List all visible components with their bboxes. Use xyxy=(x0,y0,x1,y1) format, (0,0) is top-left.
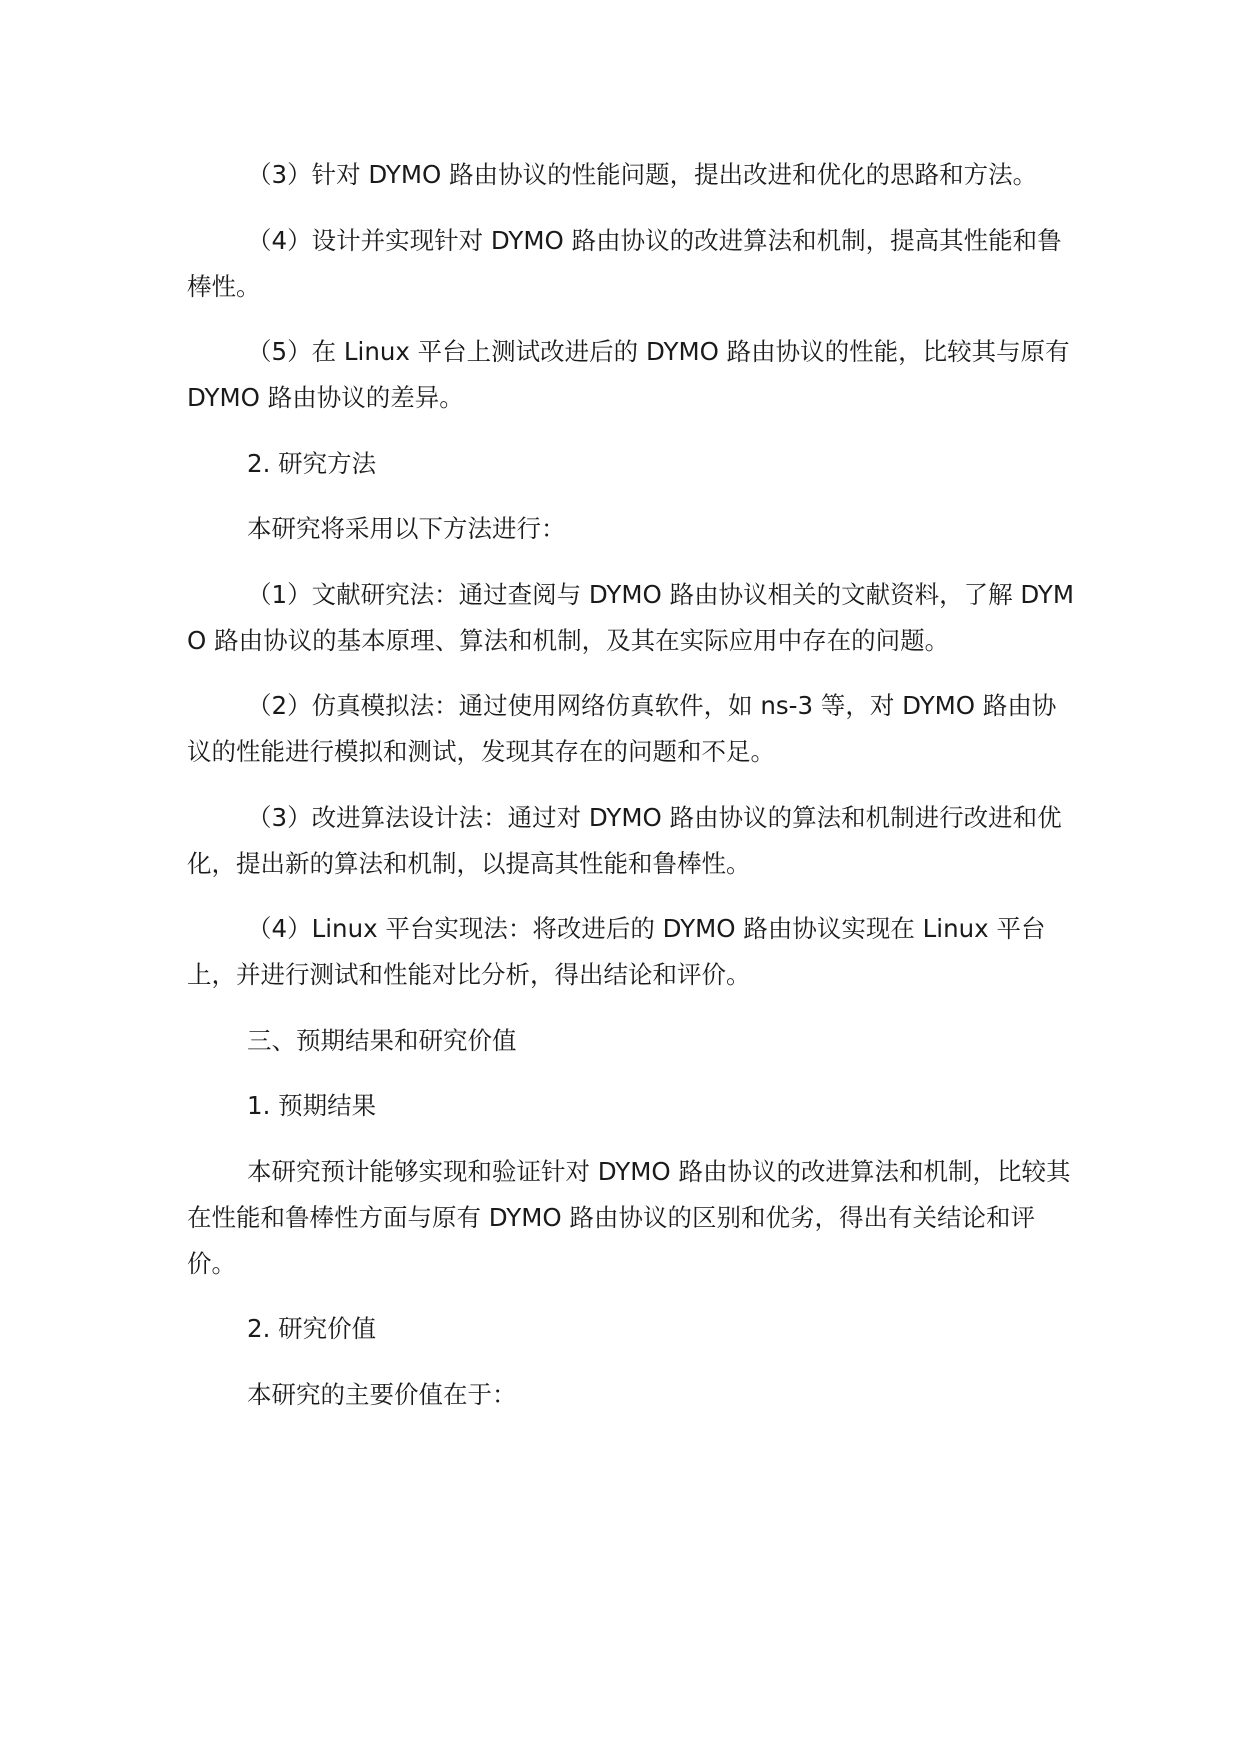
chapter-heading-expected-results: 三、预期结果和研究价值 xyxy=(247,1025,517,1055)
list-item-objective-4: （4）设计并实现针对 DYMO 路由协议的改进算法和机制，提高其性能和鲁棒性。 xyxy=(187,225,1062,301)
document-body xyxy=(187,152,1077,1437)
list-item-objective-5: （5）在 Linux 平台上测试改进后的 DYMO 路由协议的性能，比较其与原有 DYMO 路由协议的差异。 xyxy=(187,337,1070,412)
list-item-method-2: （2）仿真模拟法：通过使用网络仿真软件，如 ns-3 等，对 DYMO 路由协议的性能进行模拟和测试，发现其存在的问题和不足。 xyxy=(187,691,1057,766)
list-item-objective-3: （3）针对 DYMO 路由协议的性能问题，提出改进和优化的思路和方法。 xyxy=(247,160,1038,189)
section-heading-methods: 2. 研究方法 xyxy=(247,448,377,478)
list-item-method-3: （3）改进算法设计法：通过对 DYMO 路由协议的算法和机制进行改进和优化，提出新的算法和机制，以提高其性能和鲁棒性。 xyxy=(187,802,1062,878)
list-item-method-1: （1）文献研究法：通过查阅与 DYMO 路由协议相关的文献资料，了解 DYMO 路由协议的基本原理、算法和机制，及其在实际应用中存在的问题。 xyxy=(187,579,1074,655)
section-heading-expected-results: 1. 预期结果 xyxy=(247,1091,377,1120)
section-heading-research-value: 2. 研究价值 xyxy=(247,1314,377,1343)
methods-intro: 本研究将采用以下方法进行： xyxy=(247,514,566,543)
research-value-intro: 本研究的主要价值在于： xyxy=(247,1379,517,1409)
expected-results-text: 本研究预计能够实现和验证针对 DYMO 路由协议的改进算法和机制，比较其在性能和鲁棒性方面与原有 DYMO 路由协议的区别和优劣，得出有关结论和评价。 xyxy=(187,1156,1071,1278)
list-item-method-4: （4）Linux 平台实现法：将改进后的 DYMO 路由协议实现在 Linux 平台上，并进行测试和性能对比分析，得出结论和评价。 xyxy=(187,914,1046,989)
